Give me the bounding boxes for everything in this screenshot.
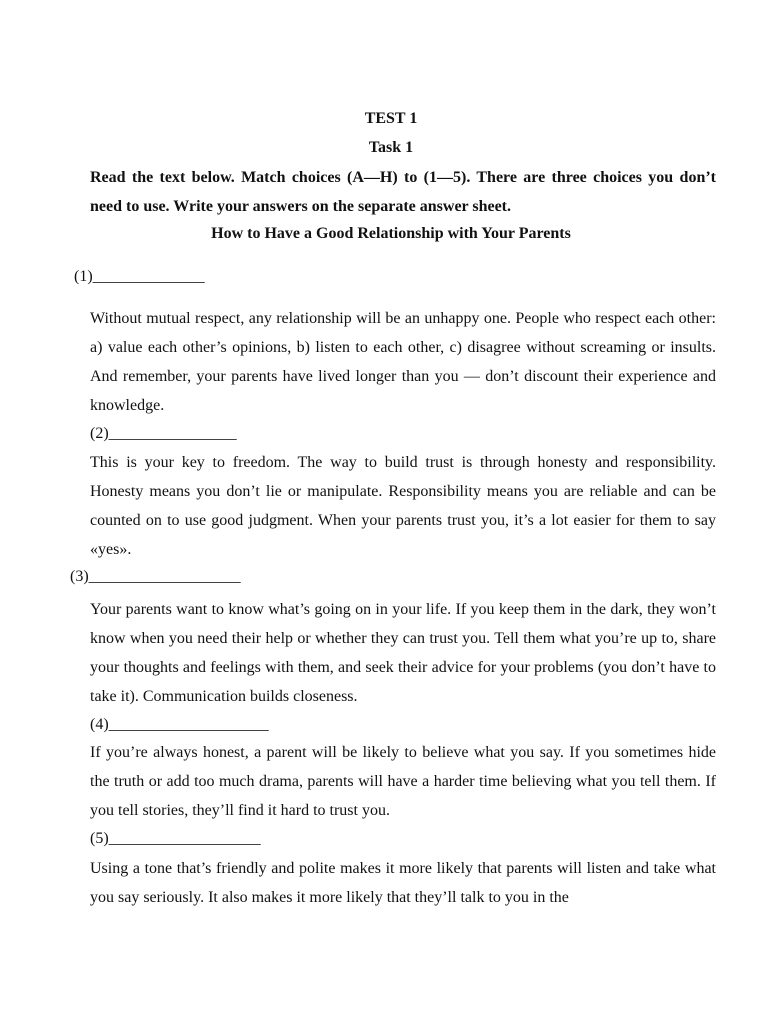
paragraph-5: Using a tone that’s friendly and polite makes it more likely that parents will listen and take what you say seriously. It also makes it more likely that they’ll talk to you in the xyxy=(90,860,716,906)
gap-2: (2)________________ xyxy=(90,425,237,442)
task-title: Task 1 xyxy=(368,139,414,156)
test-title: TEST 1 xyxy=(364,110,418,127)
paragraph-3: Your parents want to know what’s going on in your life. If you keep them in the dark, they won’t know when you need their help or whether they can trust you. Tell them what you’re up to, share your thoughts and feelings with them, and seek their advice for your problems (you don’t have to take it). Communication builds closeness. xyxy=(90,601,716,705)
gap-5: (5)___________________ xyxy=(90,830,261,847)
paragraph-1: Without mutual respect, any relationship will be an unhappy one. People who respect each other: a) value each other’s opinions, b) listen to each other, c) disagree without screaming or insults. And remember, your parents have lived longer than you — don’t discount their experience and knowledge. xyxy=(90,310,716,414)
instructions: Read the text below. Match choices (A—H) to (1—5). There are three choices you don’t need to use. Write your answers on the separate answer sheet. xyxy=(90,169,716,215)
paragraph-2: This is your key to freedom. The way to build trust is through honesty and responsibility. Honesty means you don’t lie or manipulate. Responsibility means you are reliable and can be counted on to use good judgment. When your parents trust you, it’s a lot easier for them to say «yes». xyxy=(90,454,716,558)
gap-1: (1)______________ xyxy=(74,268,205,285)
paragraph-4: If you’re always honest, a parent will be likely to believe what you say. If you sometimes hide the truth or add too much drama, parents will have a harder time believing what you tell them. If you tell stories, they’ll find it hard to trust you. xyxy=(90,744,716,819)
gap-3: (3)___________________ xyxy=(70,568,241,585)
text-title: How to Have a Good Relationship with Your Parents xyxy=(211,225,571,242)
gap-4: (4)____________________ xyxy=(90,716,269,733)
